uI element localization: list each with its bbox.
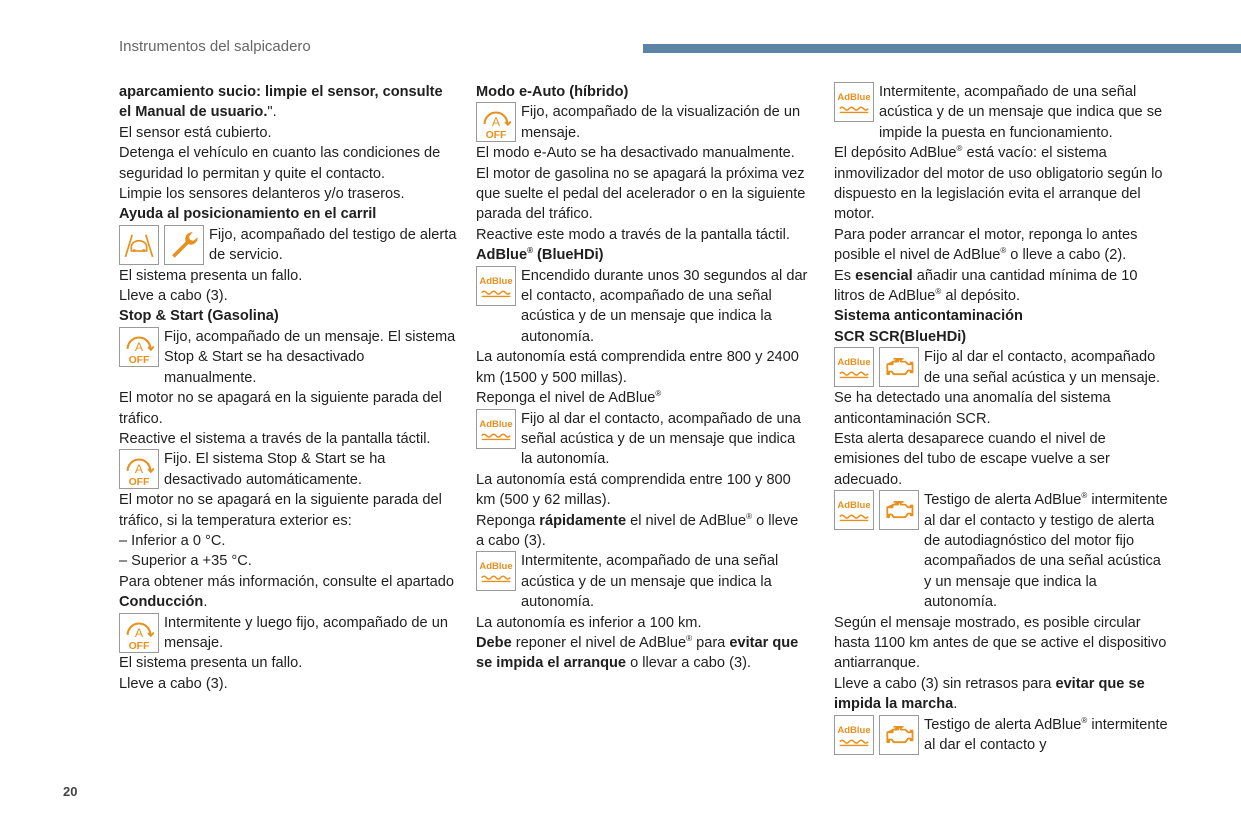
scr-row-3 bbox=[834, 715, 1170, 756]
registered-mark: ® bbox=[686, 634, 693, 644]
adblue-row-2 bbox=[476, 409, 808, 470]
adblue-row-1 bbox=[476, 266, 808, 348]
paragraph: El modo e-Auto se ha desactivado manualmente. bbox=[476, 145, 795, 162]
engine-icon bbox=[879, 347, 919, 387]
paragraph bbox=[119, 572, 457, 613]
text: Para obtener más información, consulte el apartado bbox=[119, 573, 455, 590]
registered-mark: ® bbox=[956, 144, 963, 154]
paragraph bbox=[834, 674, 1170, 715]
lane-warning-text: Fijo, acompañado del testigo de alerta de servicio. bbox=[209, 226, 457, 264]
engine-icon bbox=[879, 490, 919, 530]
scr-row-2 bbox=[834, 490, 1170, 612]
adblue-row-3 bbox=[476, 551, 808, 612]
stopstart-row-3 bbox=[119, 613, 457, 654]
registered-mark: ® bbox=[1000, 246, 1007, 256]
registered-mark: ® bbox=[935, 287, 942, 297]
column-1 bbox=[119, 82, 457, 694]
adblue-icon bbox=[834, 715, 874, 755]
paragraph: El motor no se apagará en la siguiente parada del tráfico, si la temperatura exterior es: bbox=[119, 492, 442, 529]
paragraph bbox=[476, 388, 808, 408]
paragraph bbox=[834, 143, 1170, 225]
text: está vacío: el sistema inmovilizador del motor de uso obligatorio según lo dispuesto en la legislación evita el arranque del motor. bbox=[834, 145, 1163, 223]
bold-text: evitar que se impida la marcha bbox=[834, 675, 1145, 713]
section-heading-adblue bbox=[476, 245, 808, 265]
bold-text: Debe bbox=[476, 634, 512, 651]
adblue-text-2: Fijo al dar el contacto, acompañado de una señal acústica y de un mensaje que indica la autonomía. bbox=[521, 410, 801, 468]
text: ". bbox=[267, 104, 277, 121]
stopstart-text-3: Intermitente y luego fijo, acompañado de un mensaje. bbox=[164, 614, 448, 651]
stopstart-row-2 bbox=[119, 449, 457, 490]
paragraph: Se ha detectado una anomalía del sistema anticontaminación SCR. bbox=[834, 390, 1111, 427]
text: . bbox=[953, 696, 958, 713]
paragraph: El sensor está cubierto. bbox=[119, 124, 272, 141]
bold-text: rápidamente bbox=[539, 512, 627, 529]
text: o llevar a cabo (3). bbox=[626, 655, 751, 672]
adblue-icon bbox=[476, 409, 516, 449]
auto-off-icon bbox=[119, 613, 159, 653]
paragraph bbox=[834, 266, 1170, 307]
adblue-icon bbox=[834, 490, 874, 530]
lane-warning-row bbox=[119, 225, 457, 266]
stopstart-row-1 bbox=[119, 327, 457, 388]
section-heading-scr-sub: SCR SCR(BlueHDi) bbox=[834, 328, 967, 345]
adblue-icon bbox=[834, 347, 874, 387]
engine-icon bbox=[879, 715, 919, 755]
adblue-row-4 bbox=[834, 82, 1170, 143]
paragraph: Limpie los sensores delanteros y/o traseros. bbox=[119, 186, 405, 203]
bold-text: evitar que se impida el arranque bbox=[476, 634, 799, 672]
paragraph: La autonomía es inferior a 100 km. bbox=[476, 614, 702, 631]
column-2 bbox=[476, 82, 808, 674]
eauto-row bbox=[476, 102, 808, 143]
text: o lleve a cabo (3). bbox=[476, 512, 799, 549]
text: Lleve a cabo (3) sin retrasos para bbox=[834, 675, 1056, 692]
registered-mark: ® bbox=[746, 511, 753, 521]
text: el nivel de AdBlue bbox=[626, 512, 747, 529]
adblue-text-4: Intermitente, acompañado de una señal acústica y de un mensaje que indica que se impide la puesta en funcionamiento. bbox=[879, 84, 1163, 141]
paragraph: La autonomía está comprendida entre 100 y 800 km (500 y 62 millas). bbox=[476, 471, 791, 509]
text: (BlueHDi) bbox=[532, 247, 604, 264]
registered-mark: ® bbox=[527, 246, 533, 256]
paragraph bbox=[834, 225, 1170, 266]
scr-text-3 bbox=[924, 715, 1170, 756]
eauto-text: Fijo, acompañado de la visualización de un mensaje. bbox=[521, 104, 801, 141]
registered-mark: ® bbox=[1081, 715, 1088, 725]
text: Reponga el nivel de AdBlue bbox=[476, 390, 656, 407]
paragraph: La autonomía está comprendida entre 800 y 2400 km (1500 y 500 millas). bbox=[476, 349, 799, 386]
paragraph bbox=[119, 82, 457, 123]
adblue-icon bbox=[476, 551, 516, 591]
text: añadir una cantidad mínima de 10 litros de AdBlue bbox=[834, 267, 1138, 305]
bold-text: Conducción bbox=[119, 594, 204, 611]
paragraph bbox=[476, 633, 808, 674]
paragraph bbox=[476, 511, 808, 552]
section-heading-stopstart: Stop & Start (Gasolina) bbox=[119, 308, 279, 325]
text: . bbox=[203, 594, 208, 611]
scr-row-1 bbox=[834, 347, 1170, 388]
stopstart-text-1: Fijo, acompañado de un mensaje. El sistema Stop & Start se ha desactivado manualmente. bbox=[164, 328, 456, 386]
paragraph: Reactive este modo a través de la pantalla táctil. bbox=[476, 226, 790, 243]
text: Testigo de alerta AdBlue bbox=[924, 492, 1082, 509]
section-heading-eauto: Modo e-Auto (híbrido) bbox=[476, 84, 629, 100]
text: o lleve a cabo (2). bbox=[1006, 247, 1127, 264]
text: Es bbox=[834, 267, 856, 284]
text: Para poder arrancar el motor, reponga lo antes posible el nivel de AdBlue bbox=[834, 226, 1138, 264]
section-heading-scr: Sistema anticontaminación bbox=[834, 308, 1023, 325]
paragraph: Detenga el vehículo en cuanto las condiciones de seguridad lo permitan y quite el contacto. bbox=[119, 145, 441, 182]
text: intermitente al dar el contacto y bbox=[924, 716, 1168, 753]
adblue-icon bbox=[476, 266, 516, 306]
scr-text-1: Fijo al dar el contacto, acompañado de una señal acústica y un mensaje. bbox=[924, 349, 1161, 386]
registered-mark: ® bbox=[1081, 491, 1088, 501]
stopstart-text-2: Fijo. El sistema Stop & Start se ha desactivado automáticamente. bbox=[164, 451, 386, 488]
scr-text-2 bbox=[924, 490, 1170, 612]
text: para bbox=[692, 634, 730, 651]
paragraph: Lleve a cabo (3). bbox=[119, 288, 228, 305]
auto-off-icon bbox=[119, 449, 159, 489]
paragraph: El sistema presenta un fallo. bbox=[119, 655, 303, 672]
adblue-text-1: Encendido durante unos 30 segundos al dar el contacto, acompañado de una señal acústica y de un mensaje que indica la autonomía. bbox=[521, 267, 808, 345]
paragraph: Según el mensaje mostrado, es posible circular hasta 1100 km antes de que se active el dispositivo antiarranque. bbox=[834, 614, 1167, 672]
wrench-icon bbox=[164, 225, 204, 265]
page-number: 20 bbox=[63, 784, 78, 799]
adblue-text-3: Intermitente, acompañado de una señal acústica y de un mensaje que indica la autonomía. bbox=[521, 553, 779, 611]
column-3 bbox=[834, 82, 1170, 755]
bold-text: aparcamiento sucio: limpie el sensor, consulte el Manual de usuario. bbox=[119, 84, 443, 121]
list-item: – Superior a +35 °C. bbox=[119, 553, 252, 570]
text: Reponga bbox=[476, 512, 540, 529]
auto-off-icon bbox=[119, 327, 159, 367]
text: reponer el nivel de AdBlue bbox=[511, 634, 687, 651]
adblue-icon bbox=[834, 82, 874, 122]
section-heading-lane: Ayuda al posicionamiento en el carril bbox=[119, 206, 377, 223]
bold-text: esencial bbox=[855, 267, 913, 284]
registered-mark: ® bbox=[655, 389, 662, 399]
paragraph: El sistema presenta un fallo. bbox=[119, 267, 303, 284]
text: AdBlue bbox=[476, 247, 528, 264]
paragraph: Lleve a cabo (3). bbox=[119, 675, 228, 692]
paragraph: Esta alerta desaparece cuando el nivel de emisiones del tubo de escape vuelve a ser adecuado. bbox=[834, 430, 1110, 488]
list-item: – Inferior a 0 °C. bbox=[119, 532, 226, 549]
header-accent-bar bbox=[643, 44, 1241, 53]
text: intermitente al dar el contacto y testigo de alerta de autodiagnóstico del motor fijo acompañados de una señal acústica y un mensaje que indica la autonomía. bbox=[924, 492, 1168, 611]
page-header-title: Instrumentos del salpicadero bbox=[119, 38, 311, 55]
paragraph: El motor de gasolina no se apagará la próxima vez que suelte el pedal del acelerador o en la siguiente parada del tráfico. bbox=[476, 165, 806, 223]
lane-assist-icon bbox=[119, 225, 159, 265]
paragraph: El motor no se apagará en la siguiente parada del tráfico. bbox=[119, 390, 442, 427]
text: al depósito. bbox=[941, 288, 1021, 305]
paragraph: Reactive el sistema a través de la pantalla táctil. bbox=[119, 430, 431, 447]
auto-off-icon bbox=[476, 102, 516, 142]
text: Testigo de alerta AdBlue bbox=[924, 716, 1082, 733]
text: El depósito AdBlue bbox=[834, 145, 957, 162]
